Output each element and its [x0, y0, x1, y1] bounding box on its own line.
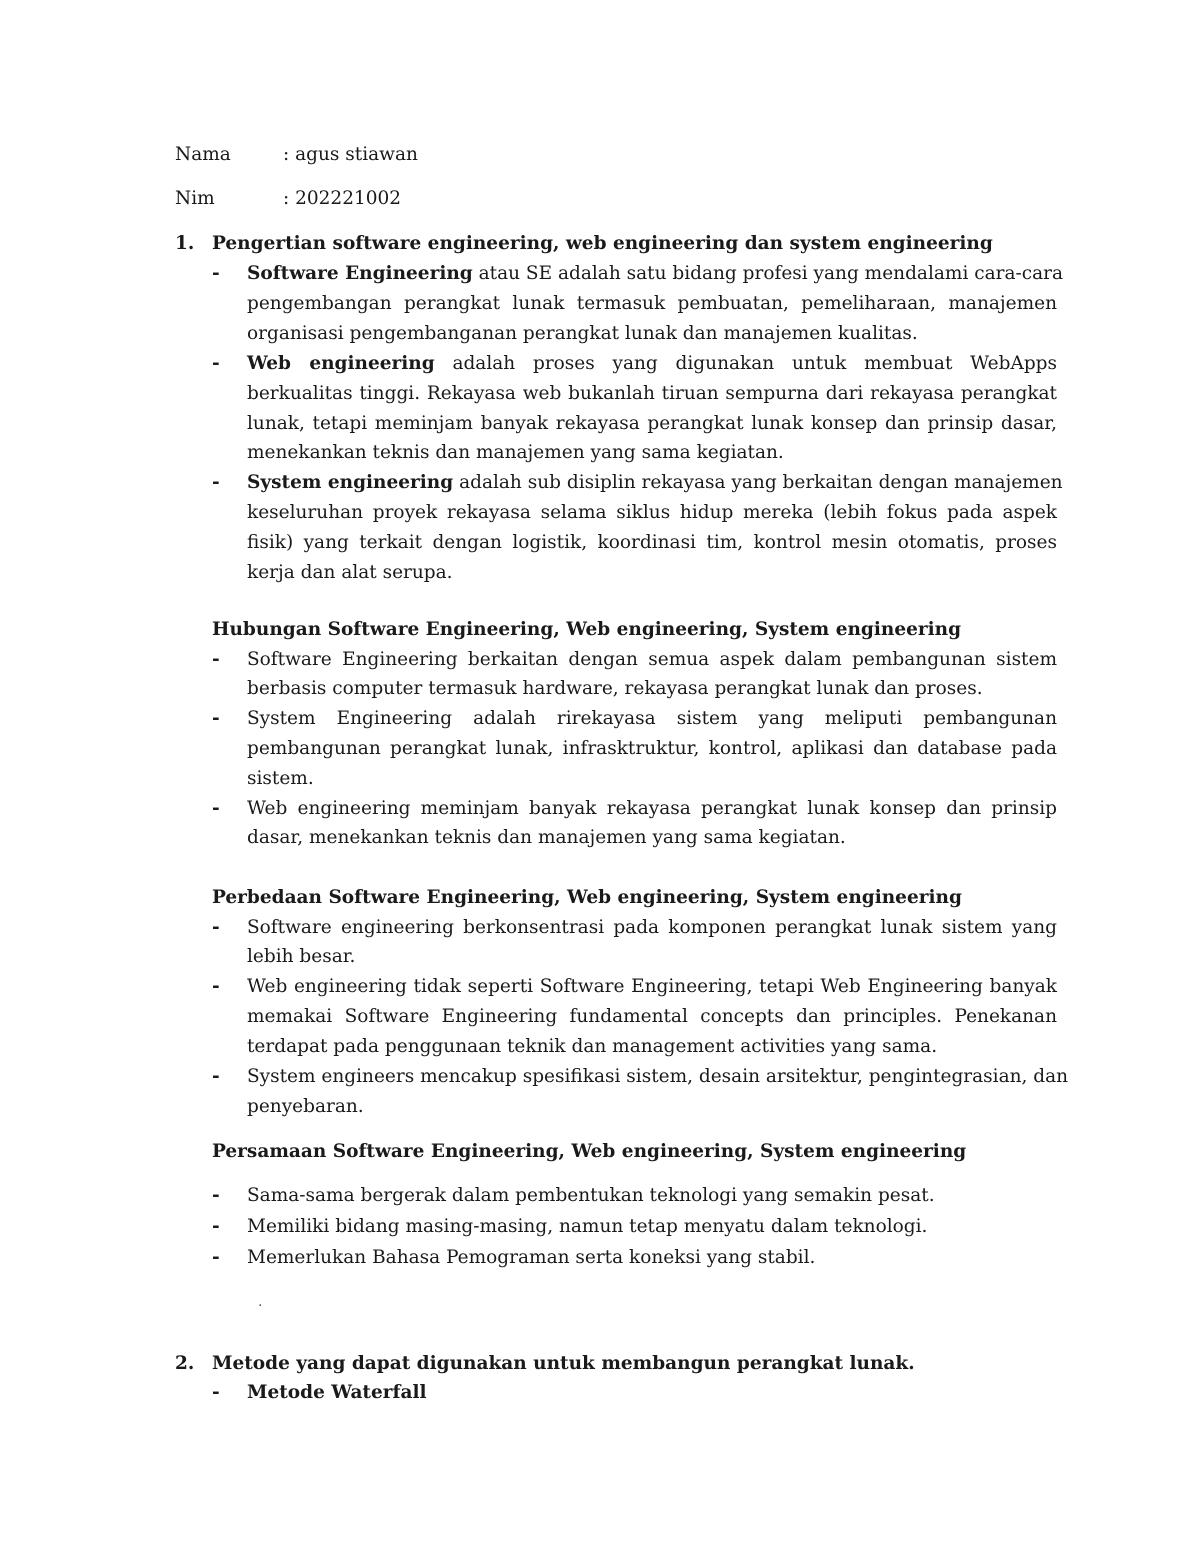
bullet-dash: -	[212, 798, 220, 819]
bullet-dash: -	[212, 708, 220, 729]
definition-line: pengembangan perangkat lunak termasuk pembuatan, pemeliharaan, manajemen	[247, 293, 1057, 314]
perbedaan-line: Software engineering berkonsentrasi pada komponen perangkat lunak sistem yang	[247, 917, 1057, 938]
hubungan-heading: Hubungan Software Engineering, Web engineering, System engineering	[212, 619, 962, 640]
nama-value: : agus stiawan	[283, 144, 418, 165]
perbedaan-line: terdapat pada penggunaan teknik dan management activities yang sama.	[247, 1036, 938, 1057]
hubungan-line: dasar, menekankan teknis dan manajemen yang sama kegiatan.	[247, 827, 846, 848]
definition-line: fisik) yang terkait dengan logistik, koordinasi tim, kontrol mesin otomatis, proses	[247, 532, 1057, 553]
persamaan-item: Memiliki bidang masing-masing, namun tetap menyatu dalam teknologi.	[247, 1216, 928, 1237]
definition-term: Web engineering	[247, 353, 435, 374]
hubungan-line: sistem.	[247, 768, 314, 789]
bullet-dash: -	[212, 1066, 220, 1087]
stray-dot: .	[258, 1294, 263, 1310]
bullet-dash: -	[212, 263, 220, 284]
perbedaan-line: lebih besar.	[247, 946, 356, 967]
hubungan-line: Web engineering meminjam banyak rekayasa perangkat lunak konsep dan prinsip	[247, 798, 1057, 819]
definition-term: Software Engineering	[247, 263, 473, 284]
bullet-dash: -	[212, 649, 220, 670]
bullet-dash: -	[212, 976, 220, 997]
perbedaan-line: penyebaran.	[247, 1096, 364, 1117]
nama-label: Nama	[175, 144, 231, 165]
hubungan-line: System Engineering adalah rirekayasa sistem yang meliputi pembangunan	[247, 708, 1057, 729]
bullet-dash: -	[212, 353, 220, 374]
definition-line: System engineering adalah sub disiplin rekayasa yang berkaitan dengan manajemen	[247, 472, 1063, 493]
perbedaan-line: System engineers mencakup spesifikasi sistem, desain arsitektur, pengintegrasian, dan	[247, 1066, 1069, 1087]
bullet-dash: -	[212, 1216, 220, 1237]
bullet-dash: -	[212, 1185, 220, 1206]
perbedaan-line: Web engineering tidak seperti Software Engineering, tetapi Web Engineering banyak	[247, 976, 1057, 997]
definition-line: kerja dan alat serupa.	[247, 562, 453, 583]
section1-number: 1.	[175, 233, 195, 254]
definition-line: lunak, tetapi meminjam banyak rekayasa perangkat lunak konsep dan prinsip dasar,	[247, 413, 1057, 434]
hubungan-line: berbasis computer termasuk hardware, rekayasa perangkat lunak dan proses.	[247, 678, 983, 699]
perbedaan-heading: Perbedaan Software Engineering, Web engineering, System engineering	[212, 887, 962, 908]
hubungan-line: Software Engineering berkaitan dengan semua aspek dalam pembangunan sistem	[247, 649, 1057, 670]
definition-line: Software Engineering atau SE adalah satu bidang profesi yang mendalami cara-cara	[247, 263, 1064, 284]
definition-term: System engineering	[247, 472, 454, 493]
method-item: Metode Waterfall	[247, 1382, 427, 1403]
definition-line: menekankan teknis dan manajemen yang sama kegiatan.	[247, 442, 784, 463]
nim-label: Nim	[175, 188, 215, 209]
section2-number: 2.	[175, 1353, 195, 1374]
section1-heading: Pengertian software engineering, web engineering dan system engineering	[212, 233, 993, 254]
persamaan-item: Memerlukan Bahasa Pemograman serta koneksi yang stabil.	[247, 1247, 816, 1268]
definition-line: keseluruhan proyek rekayasa selama siklus hidup mereka (lebih fokus pada aspek	[247, 502, 1057, 523]
section2-heading: Metode yang dapat digunakan untuk membangun perangkat lunak.	[212, 1353, 915, 1374]
bullet-dash: -	[212, 472, 220, 493]
definition-line: organisasi pengembanganan perangkat lunak dan manajemen kualitas.	[247, 323, 918, 344]
nim-value: : 202221002	[283, 188, 402, 209]
definition-line: berkualitas tinggi. Rekayasa web bukanlah tiruan sempurna dari rekayasa perangkat	[247, 383, 1057, 404]
hubungan-line: pembangunan perangkat lunak, infrasktruktur, kontrol, aplikasi dan database pada	[247, 738, 1057, 759]
persamaan-heading: Persamaan Software Engineering, Web engineering, System engineering	[212, 1141, 967, 1162]
bullet-dash: -	[212, 1382, 220, 1403]
bullet-dash: -	[212, 917, 220, 938]
perbedaan-line: memakai Software Engineering fundamental concepts dan principles. Penekanan	[247, 1006, 1057, 1027]
definition-line: Web engineering adalah proses yang digunakan untuk membuat WebApps	[247, 353, 1057, 374]
bullet-dash: -	[212, 1247, 220, 1268]
persamaan-item: Sama-sama bergerak dalam pembentukan teknologi yang semakin pesat.	[247, 1185, 935, 1206]
